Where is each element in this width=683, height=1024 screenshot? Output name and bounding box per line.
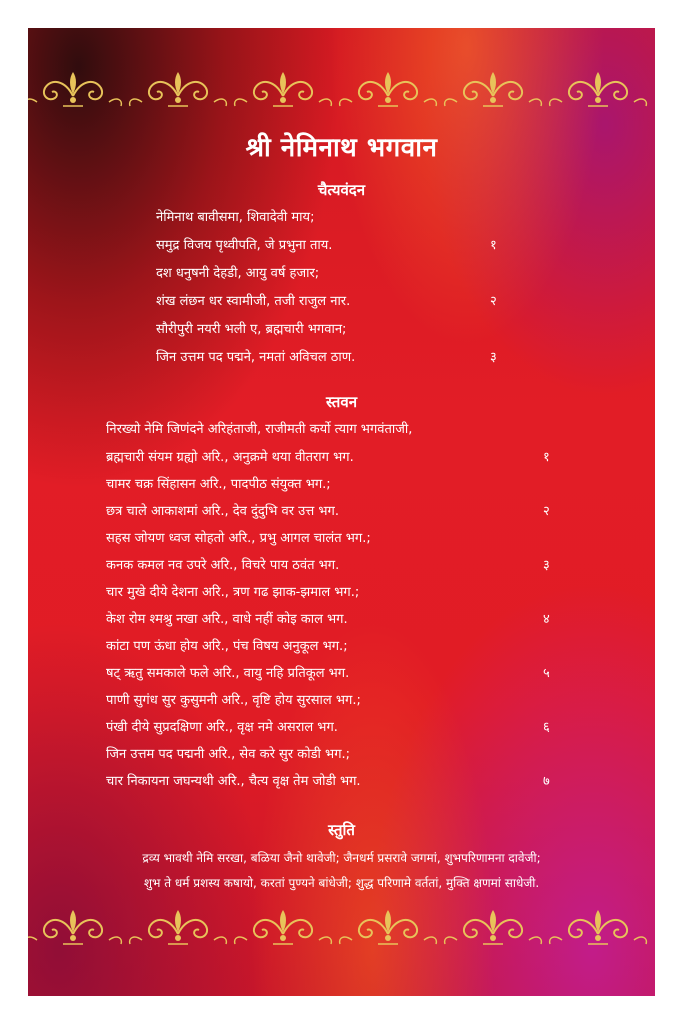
- stavan-line: चामर चक्र सिंहासन अरि., पादपीठ संयुक्त भग.;: [106, 477, 331, 492]
- stuti-line: शुभ ते धर्म प्रशस्य कषायो, करतां पुण्यने बांधेजी; शुद्ध परिणामे वर्ततां, मुक्ति क्षणमां साधेजी.: [143, 876, 540, 890]
- stuti-line: द्रव्य भावथी नेमि सरखा, बळिया जैनो थावेजी; जैनधर्म प्रसरावे जगमां, शुभपरिणामना दावेजी;: [142, 851, 541, 865]
- stavan-line: षट् ऋतु समकाले फले अरि., वायु नहि प्रतिकूल भग.: [106, 666, 350, 681]
- stuti-heading: स्तुति: [328, 821, 355, 839]
- verse-number: ३: [490, 350, 497, 365]
- verse-number: १: [490, 238, 497, 253]
- verse-number: २: [543, 504, 550, 519]
- stavan-line: कांटा पण ऊंधा होय अरि., पंच विषय अनुकूल भग.;: [106, 639, 348, 654]
- chaityavandan-line: समुद्र विजय पृथ्वीपति, जे प्रभुना ताय.: [156, 238, 333, 253]
- top-ornament-border: [28, 66, 655, 116]
- stavan-line: जिन उत्तम पद पद्मनी अरि., सेव करे सुर कोडी भग.;: [106, 747, 351, 762]
- chaityavandan-line: शंख लंछन धर स्वामीजी, तजी राजुल नार.: [156, 294, 351, 309]
- stavan-line: केश रोम श्मश्रु नखा अरि., वाधे नहीं कोइ काल भग.: [106, 612, 348, 627]
- page: [28, 28, 655, 996]
- stavan-line: सहस जोयण ध्वज सोहतो अरि., प्रभु आगल चालंत भग.;: [106, 531, 371, 546]
- stavan-line: चार निकायना जघन्यथी अरि., चैत्य वृक्ष तेम जोडी भग.: [106, 774, 361, 789]
- bottom-ornament-border: [28, 904, 655, 954]
- verse-number: ७: [543, 774, 550, 789]
- verse-number: ५: [543, 666, 550, 681]
- verse-number: ३: [543, 558, 550, 573]
- stavan-line: छत्र चाले आकाशमां अरि., देव दुंदुभि वर उत्त भग.: [106, 504, 339, 519]
- stavan-line: कनक कमल नव उपरे अरि., विचरे पाय ठवंत भग.: [106, 558, 340, 573]
- stavan-line: पाणी सुगंध सुर कुसुमनी अरि., वृष्टि होय सुरसाल भग.;: [106, 693, 361, 708]
- stavan-line: पंखी दीये सुप्रदक्षिणा अरि., वृक्ष नमे असराल भग.: [106, 720, 338, 735]
- page-title: श्री नेमिनाथ भगवान: [245, 133, 438, 163]
- verse-number: १: [543, 450, 550, 465]
- verse-number: ६: [543, 720, 550, 735]
- chaityavandan-line: दश धनुषनी देहडी, आयु वर्ष हजार;: [156, 266, 320, 281]
- stavan-line: चार मुखे दीये देशना अरि., त्रण गढ झाक-झमाल भग.;: [106, 585, 360, 600]
- stavan-line: ब्रह्मचारी संयम ग्रह्यो अरि., अनुक्रमे थया वीतराग भग.: [106, 450, 354, 465]
- stavan-line: निरख्यो नेमि जिणंदने अरिहंताजी, राजीमती कर्यो त्याग भगवंताजी,: [106, 422, 413, 437]
- chaityavandan-heading: चैत्यवंदन: [317, 181, 366, 199]
- verse-number: ४: [543, 612, 550, 627]
- chaityavandan-line: सौरीपुरी नयरी भली ए, ब्रह्मचारी भगवान;: [156, 322, 347, 337]
- floral-ornament-icon: [28, 66, 655, 116]
- floral-ornament-icon: [28, 904, 655, 954]
- chaityavandan-line: जिन उत्तम पद पद्मने, नमतां अविचल ठाण.: [156, 350, 356, 365]
- verse-number: २: [490, 294, 497, 309]
- stavan-heading: स्तवन: [325, 393, 358, 411]
- chaityavandan-line: नेमिनाथ बावीसमा, शिवादेवी माय;: [156, 210, 315, 225]
